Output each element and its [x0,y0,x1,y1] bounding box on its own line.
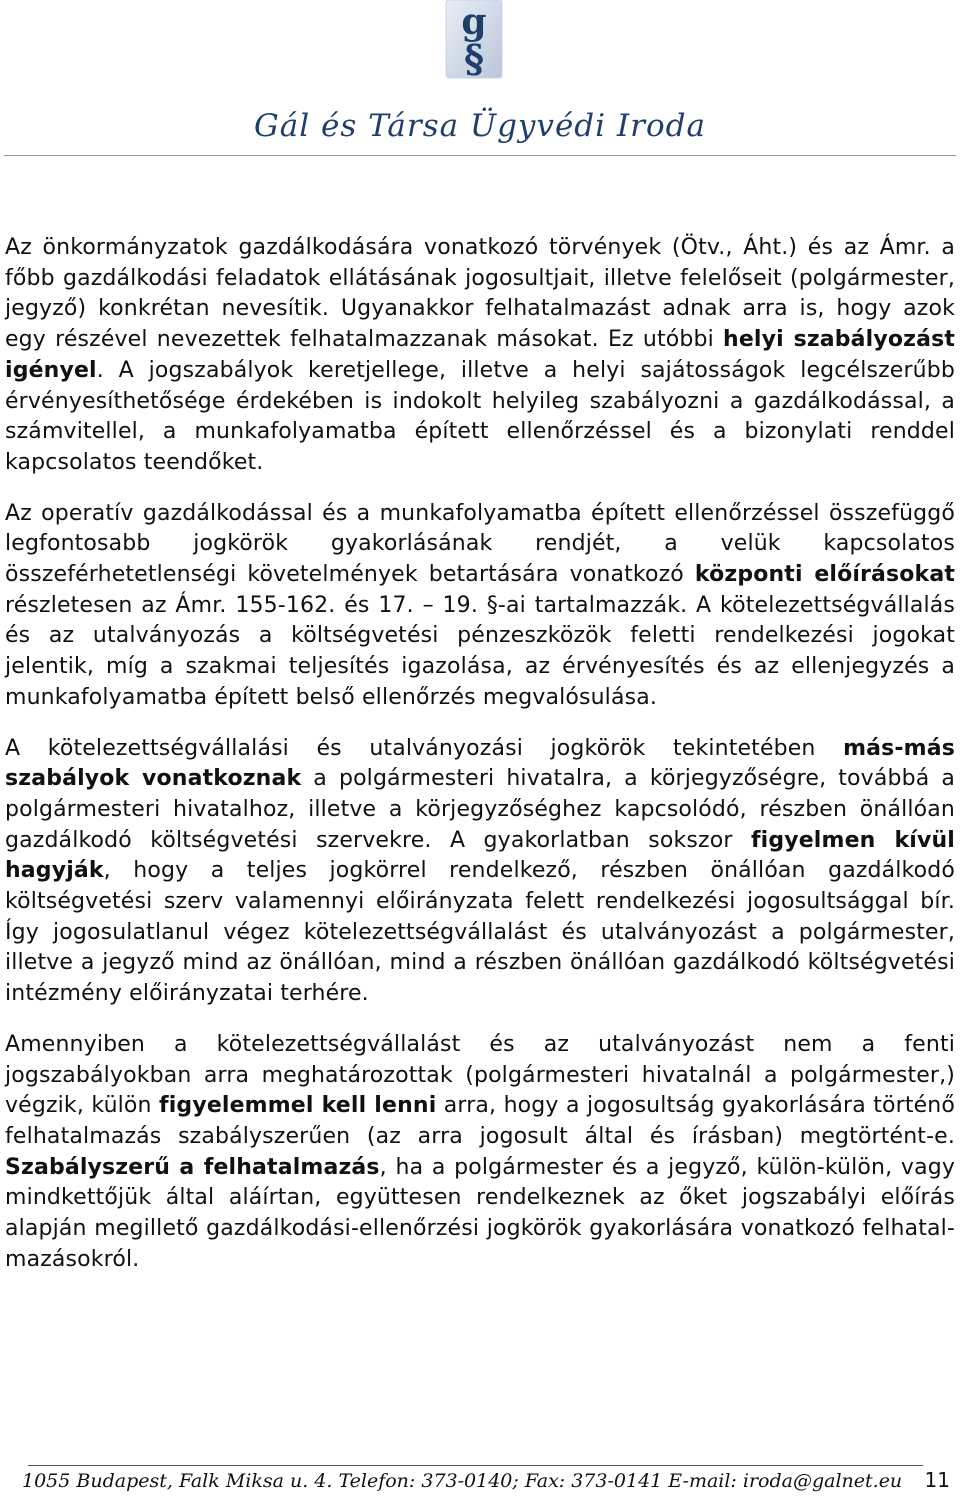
bold-run: figyelemmel kell lenni [159,1093,437,1119]
text-run: Az önkormányzatok gazdálkodására vonatkozó törvények (Ötv., Áht.) és az Ámr. a főbb gazdálkodási feladatok ellátásának jogosultjait, illetve felelőseit (polgármester, jegyző) konkrétan nevesítik. Ugyanakkor felhatalmazást adnak arra is, hogy azok egy részével nevezettek felhatalmazzanak másokat. Ez utóbbi [5,235,955,353]
paragraph-4 [5,1030,955,1276]
firm-logo [444,0,504,80]
firm-name: Gál és Társa Ügyvédi Iroda [254,108,706,144]
footer-divider [28,1465,923,1466]
text-run: , hogy a teljes jogkörrel rendelkező, részben önállóan gazdálkodó költségvetési szerv valamennyi előirányzata felett rendelkezési jogosultsággal bír. Így jogosulatlanul végez kötelezettségvállalást és utalványozást a polgármester, illetve a jegyző mind az önállóan, mind a részben önállóan gazdálkodó költségvetési intézmény előirányzatai terhére. [5,858,955,1007]
text-run: , ha a polgármester és a jegyző, külön-külön, vagy mindkettőjük által aláírtan, együttesen rendelkeznek az őket jogszabályi előírás alapján megillető gazdálkodási-ellenőrzési jogkörök gyakorlására vonatkozó felhatal-mazásokról. [5,1154,955,1272]
bold-run: központi előírásokat [694,562,955,588]
bold-run: Szabályszerű a felhatalmazás [5,1154,380,1180]
paragraph-2 [5,499,955,714]
text-run: részletesen az Ámr. 155-162. és 17. – 19. §-ai tartalmazzák. A kötelezettségvállalás és az utalványozás a költségvetési pénzeszközök feletti rendelkezési jogokat jelentik, míg a szakmai teljesítés igazolása, az érvényesítés és az ellenjegyzés a munkafolyamatba épített belső ellenőrzés megvalósulása. [5,592,955,710]
text-run: A kötelezettségvállalási és utalványozási jogkörök tekintetében [5,735,844,761]
bold-run: helyi szabályozást igényel [5,327,955,383]
logo-section-symbol: § [464,36,484,80]
text-run: Amennyiben a kötelezettségvállalást és az utalványozást nem a fenti jogszabályokban arra meghatározottak (polgármesteri hivatalnál a polgármester,) végzik, külön [5,1031,955,1119]
text-run: arra, hogy a jogosultság gyakorlására történő felhatalmazás szabályszerűen (az arra jogosult által és írásban) megtörtént-e. [5,1093,955,1149]
text-run: Az operatív gazdálkodással és a munkafolyamatba épített ellenőrzéssel összefüggő legfontosabb jogkörök gyakorlásának rendjét, a velük kapcsolatos összeférhetetlenségi követelmények betartására vonatkozó [5,500,955,588]
section-sign-logo-icon [444,0,504,80]
page-number: 11 [924,1468,950,1492]
header-divider [4,155,956,156]
paragraph-3 [5,734,955,1010]
footer-address: 1055 Budapest, Falk Miksa u. 4. Telefon: 373-0140; Fax: 373-0141 E-mail: iroda@galnet.eu [22,1470,903,1492]
text-run: . A jogszabályok keretjellege, illetve a helyi sajátosságok legcélszerűbb érvényesíthetősége érdekében is indokolt helyileg szabályozni a gazdálkodással, a számvitellel, a munkafolyamatba épített ellenőrzéssel és a bizonylati renddel kapcsolatos teendőket. [5,357,955,475]
bold-run: figyelmen kívül hagyják [5,827,955,884]
bold-run: más-más szabályok vonatkoznak [5,735,955,792]
paragraph-1 [5,233,955,479]
text-run: a polgármesteri hivatalra, a körjegyzőségre, továbbá a polgármesteri hivatalhoz, illetve a körjegyzőséghez kapcsolódó, részben önállóan gazdálkodó költségvetési szervekre. A gyakorlatban sokszor [5,766,955,853]
logo-letter: g [461,1,487,43]
document-body [5,233,955,1296]
